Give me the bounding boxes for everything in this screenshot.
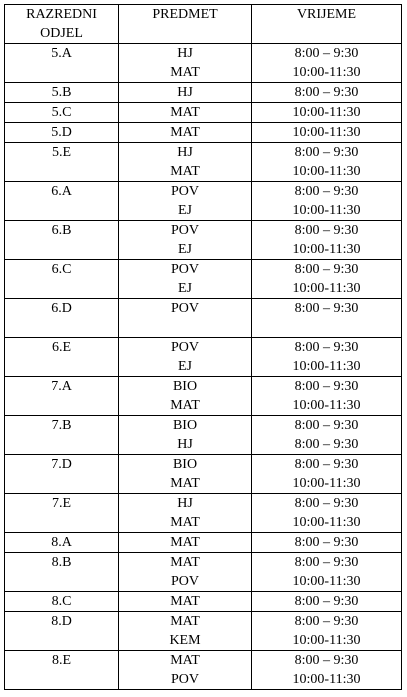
table-row — [5, 182, 402, 221]
subject-cell — [119, 494, 252, 533]
class-cell — [5, 338, 119, 377]
class-label: 6.E — [51, 340, 72, 355]
subject-cell — [119, 416, 252, 455]
time-label: 8:00 – 9:30 — [294, 594, 359, 609]
time-cell — [252, 455, 402, 494]
time-label: 10:00-11:30 — [292, 105, 361, 120]
class-cell — [5, 299, 119, 338]
table-row — [5, 299, 402, 338]
class-label: 8.D — [51, 614, 72, 629]
class-label: 6.C — [51, 262, 72, 277]
time-label: 10:00-11:30 — [292, 672, 361, 687]
table-row — [5, 533, 402, 553]
class-label: 8.A — [51, 535, 72, 550]
class-cell — [5, 44, 119, 83]
time-label: 10:00-11:30 — [292, 125, 361, 140]
class-label: 5.B — [51, 85, 72, 100]
subject-cell — [119, 377, 252, 416]
time-cell — [252, 182, 402, 221]
subject-label: POV — [170, 262, 199, 277]
subject-label: MAT — [170, 164, 200, 179]
subject-label: KEM — [169, 633, 201, 648]
table-row — [5, 416, 402, 455]
subject-label: BIO — [172, 418, 198, 433]
header-subject — [119, 5, 252, 44]
time-cell — [252, 103, 402, 123]
subject-label: POV — [170, 672, 199, 687]
time-cell — [252, 416, 402, 455]
subject-label: MAT — [170, 398, 200, 413]
class-cell — [5, 455, 119, 494]
time-label: 8:00 – 9:30 — [294, 379, 359, 394]
subject-cell — [119, 260, 252, 299]
time-label: 8:00 – 9:30 — [294, 184, 359, 199]
time-cell — [252, 299, 402, 338]
class-label: 6.B — [51, 223, 72, 238]
time-cell — [252, 123, 402, 143]
time-label — [252, 318, 401, 337]
subject-label: POV — [170, 340, 199, 355]
subject-cell — [119, 612, 252, 651]
table-row — [5, 260, 402, 299]
class-label: 8.E — [51, 653, 72, 668]
time-label: 10:00-11:30 — [292, 574, 361, 589]
time-label: 10:00-11:30 — [292, 515, 361, 530]
time-label: 8:00 – 9:30 — [294, 555, 359, 570]
class-label: 8.C — [51, 594, 72, 609]
time-label: 10:00-11:30 — [292, 164, 361, 179]
subject-label: POV — [170, 301, 199, 316]
time-label: 8:00 – 9:30 — [294, 301, 359, 316]
subject-label: HJ — [177, 46, 193, 61]
subject-cell — [119, 533, 252, 553]
subject-label: HJ — [177, 85, 193, 100]
header-class-line2: ODJEL — [40, 26, 83, 41]
table-row — [5, 494, 402, 533]
time-cell — [252, 533, 402, 553]
class-label: 6.D — [51, 301, 72, 316]
subject-label: MAT — [170, 476, 200, 491]
subject-cell — [119, 592, 252, 612]
schedule-wrapper — [4, 4, 402, 690]
subject-label: HJ — [177, 496, 193, 511]
class-cell — [5, 553, 119, 592]
class-label: 5.E — [51, 145, 72, 160]
time-label: 8:00 – 9:30 — [294, 85, 359, 100]
time-label: 10:00-11:30 — [292, 476, 361, 491]
time-label: 10:00-11:30 — [292, 281, 361, 296]
class-cell — [5, 182, 119, 221]
subject-cell — [119, 103, 252, 123]
subject-label: MAT — [170, 535, 200, 550]
table-row — [5, 123, 402, 143]
subject-label: MAT — [170, 653, 200, 668]
time-label: 10:00-11:30 — [292, 633, 361, 648]
time-label: 8:00 – 9:30 — [294, 145, 359, 160]
time-cell — [252, 377, 402, 416]
subject-cell — [119, 123, 252, 143]
schedule-table — [4, 4, 402, 690]
time-cell — [252, 143, 402, 182]
class-label: 6.A — [51, 184, 72, 199]
subject-cell — [119, 651, 252, 690]
subject-cell — [119, 182, 252, 221]
class-label: 7.A — [51, 379, 72, 394]
class-label: 7.B — [51, 418, 72, 433]
subject-label: MAT — [170, 594, 200, 609]
time-label: 8:00 – 9:30 — [294, 496, 359, 511]
subject-label — [119, 318, 251, 337]
class-label: 5.C — [51, 105, 72, 120]
header-time — [252, 5, 402, 44]
header-subject-label: PREDMET — [152, 7, 218, 22]
class-label: 5.A — [51, 46, 72, 61]
table-row — [5, 553, 402, 592]
class-cell — [5, 494, 119, 533]
class-label: 8.B — [51, 555, 72, 570]
subject-cell — [119, 143, 252, 182]
time-label: 8:00 – 9:30 — [294, 614, 359, 629]
subject-cell — [119, 83, 252, 103]
header-class-line1: RAZREDNI — [26, 7, 97, 22]
time-cell — [252, 553, 402, 592]
subject-cell — [119, 338, 252, 377]
header-row — [5, 5, 402, 44]
class-label: 7.E — [51, 496, 72, 511]
time-label: 10:00-11:30 — [292, 203, 361, 218]
table-row — [5, 377, 402, 416]
subject-label: HJ — [177, 437, 193, 452]
class-cell — [5, 651, 119, 690]
class-cell — [5, 221, 119, 260]
time-cell — [252, 260, 402, 299]
class-cell — [5, 612, 119, 651]
subject-cell — [119, 299, 252, 338]
class-cell — [5, 416, 119, 455]
time-cell — [252, 83, 402, 103]
subject-cell — [119, 553, 252, 592]
class-cell — [5, 533, 119, 553]
time-label: 8:00 – 9:30 — [294, 653, 359, 668]
class-cell — [5, 592, 119, 612]
table-row — [5, 44, 402, 83]
class-cell — [5, 143, 119, 182]
subject-cell — [119, 44, 252, 83]
class-label: 5.D — [51, 125, 72, 140]
subject-label: MAT — [170, 105, 200, 120]
time-cell — [252, 338, 402, 377]
time-label: 8:00 – 9:30 — [294, 46, 359, 61]
subject-label: EJ — [178, 242, 192, 257]
time-label: 8:00 – 9:30 — [294, 457, 359, 472]
header-time-label: VRIJEME — [296, 7, 357, 22]
subject-cell — [119, 455, 252, 494]
time-cell — [252, 651, 402, 690]
subject-label: EJ — [178, 359, 192, 374]
time-cell — [252, 221, 402, 260]
table-row — [5, 455, 402, 494]
time-label: 8:00 – 9:30 — [294, 340, 359, 355]
table-row — [5, 143, 402, 182]
subject-cell — [119, 221, 252, 260]
time-label: 10:00-11:30 — [292, 359, 361, 374]
subject-label: POV — [170, 223, 199, 238]
subject-label: MAT — [170, 65, 200, 80]
time-cell — [252, 612, 402, 651]
subject-label: POV — [170, 184, 199, 199]
time-cell — [252, 592, 402, 612]
schedule-body — [5, 44, 402, 690]
table-row — [5, 612, 402, 651]
subject-label: BIO — [172, 457, 198, 472]
time-label: 10:00-11:30 — [292, 65, 361, 80]
class-cell — [5, 103, 119, 123]
subject-label: MAT — [170, 555, 200, 570]
table-row — [5, 83, 402, 103]
subject-label: MAT — [170, 125, 200, 140]
subject-label: BIO — [172, 379, 198, 394]
header-class — [5, 5, 119, 44]
table-row — [5, 651, 402, 690]
time-label: 10:00-11:30 — [292, 242, 361, 257]
time-label: 8:00 – 9:30 — [294, 418, 359, 433]
time-label: 8:00 – 9:30 — [294, 535, 359, 550]
time-label: 8:00 – 9:30 — [294, 437, 359, 452]
class-label: 7.D — [51, 457, 72, 472]
table-row — [5, 103, 402, 123]
subject-label: HJ — [177, 145, 193, 160]
subject-label: EJ — [178, 281, 192, 296]
class-cell — [5, 83, 119, 103]
table-row — [5, 221, 402, 260]
subject-label: POV — [170, 574, 199, 589]
time-label: 8:00 – 9:30 — [294, 223, 359, 238]
class-cell — [5, 377, 119, 416]
time-label: 8:00 – 9:30 — [294, 262, 359, 277]
table-row — [5, 592, 402, 612]
class-cell — [5, 260, 119, 299]
subject-label: MAT — [170, 515, 200, 530]
time-cell — [252, 44, 402, 83]
subject-label: MAT — [170, 614, 200, 629]
time-cell — [252, 494, 402, 533]
class-cell — [5, 123, 119, 143]
table-row — [5, 338, 402, 377]
time-label: 10:00-11:30 — [292, 398, 361, 413]
subject-label: EJ — [178, 203, 192, 218]
